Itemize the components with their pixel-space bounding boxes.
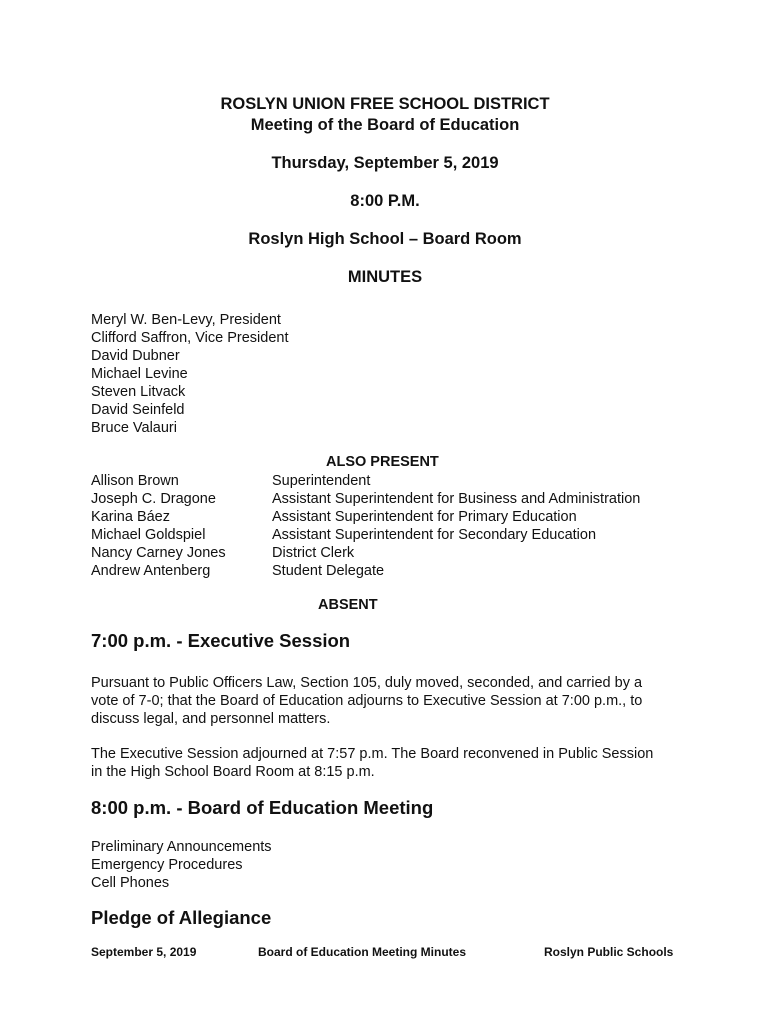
footer-organization: Roslyn Public Schools: [544, 945, 674, 959]
board-member: Steven Litvack: [91, 384, 186, 400]
staff-name: Michael Goldspiel: [91, 527, 206, 543]
document-type: MINUTES: [347, 268, 423, 286]
staff-row: [91, 526, 640, 544]
agenda-item: Preliminary Announcements: [91, 839, 272, 855]
paragraph-line: The Executive Session adjourned at 7:57 p.m. The Board reconvened in Public Session: [91, 746, 654, 762]
executive-session-motion: [91, 674, 691, 728]
paragraph-line: in the High School Board Room at 8:15 p.m.: [91, 764, 375, 780]
absent-heading: ABSENT: [318, 597, 378, 613]
meeting-location: Roslyn High School – Board Room: [248, 230, 522, 248]
district-name: ROSLYN UNION FREE SCHOOL DISTRICT: [220, 95, 550, 113]
board-member: David Dubner: [91, 348, 180, 364]
staff-name: Andrew Antenberg: [91, 563, 211, 579]
board-meeting-heading: 8:00 p.m. - Board of Education Meeting: [91, 797, 434, 818]
paragraph-line: Pursuant to Public Officers Law, Section 105, duly moved, seconded, and carried by a: [91, 675, 643, 691]
staff-role: Assistant Superintendent for Secondary Education: [272, 527, 597, 543]
executive-session-adjourned: [91, 745, 691, 781]
board-member: David Seinfeld: [91, 402, 185, 418]
board-member: Clifford Saffron, Vice President: [91, 330, 289, 346]
pledge-heading: Pledge of Allegiance: [91, 907, 272, 928]
board-member: Bruce Valauri: [91, 420, 177, 436]
also-present-heading: ALSO PRESENT: [326, 454, 439, 470]
staff-role: District Clerk: [272, 545, 355, 561]
staff-name: Nancy Carney Jones: [91, 545, 226, 561]
staff-role: Assistant Superintendent for Business and Administration: [272, 491, 641, 507]
staff-name: Allison Brown: [91, 473, 179, 489]
agenda-item: Cell Phones: [91, 875, 170, 891]
meeting-time: 8:00 P.M.: [350, 192, 420, 210]
agenda-item: Emergency Procedures: [91, 857, 243, 873]
staff-role: Assistant Superintendent for Primary Education: [272, 509, 577, 525]
staff-role: Superintendent: [272, 473, 371, 489]
staff-row: [91, 562, 640, 580]
executive-session-heading: 7:00 p.m. - Executive Session: [91, 630, 351, 651]
also-present-list: [91, 472, 640, 580]
paragraph-line: discuss legal, and personnel matters.: [91, 711, 331, 727]
paragraph-line: vote of 7-0; that the Board of Education adjourns to Executive Session at 7:00 p.m., to: [91, 693, 643, 709]
staff-name: Karina Báez: [91, 509, 170, 525]
footer-title: Board of Education Meeting Minutes: [258, 945, 467, 959]
staff-row: [91, 508, 640, 526]
meeting-title: Meeting of the Board of Education: [250, 116, 520, 134]
board-member: Michael Levine: [91, 366, 188, 382]
footer-date: September 5, 2019: [91, 945, 197, 959]
staff-row: [91, 490, 640, 508]
staff-role: Student Delegate: [272, 563, 385, 579]
document-header: [0, 94, 770, 288]
staff-row: [91, 544, 640, 562]
board-members-list: [91, 311, 288, 437]
meeting-date: Thursday, September 5, 2019: [271, 154, 499, 172]
board-member: Meryl W. Ben-Levy, President: [91, 312, 281, 328]
board-meeting-items: [91, 838, 691, 892]
staff-name: Joseph C. Dragone: [91, 491, 216, 507]
staff-row: [91, 472, 640, 490]
